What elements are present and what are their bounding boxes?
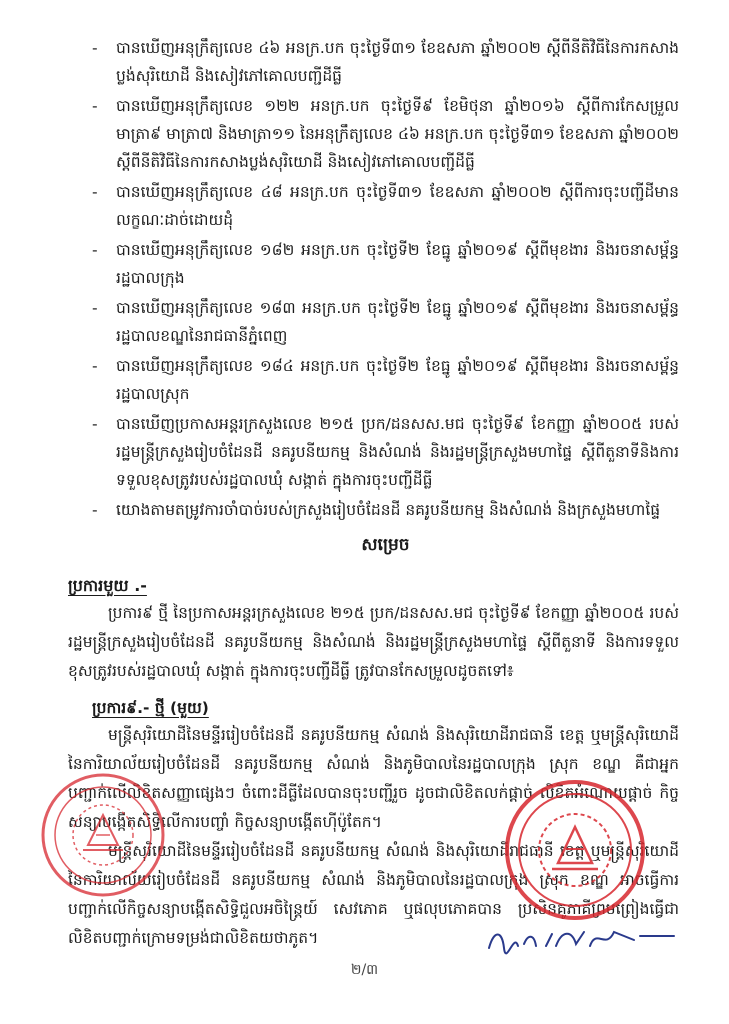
- dash-bullet-icon: -: [92, 299, 98, 317]
- dash-bullet-icon: -: [92, 501, 98, 519]
- article-nine-paragraph-1: មន្ត្រីសុរិយោដីនៃមន្ទីររៀបចំដែនដី នគរូបនីយកម្ម សំណង់ និងសុរិយោដីរាជធានី ខេត្ត ឬមន្ត្រីសុរិយោដីនៃការិយាល័យរៀបចំដែនដី នគរូបនីយកម្ម សំណង់ និងភូមិបាលនៃរដ្ឋបាលក្រុង ស្រុក ខណ្ឌ គឺជាអ្នកបញ្ជាក់លើលិខិតសញ្ញាផ្សេងៗ ចំពោះដីធ្លីដែលបានចុះបញ្ជីរួច ដូចជាលិខិតលក់ផ្ដាច់ លិខិតអំណោយផ្ដាច់ កិច្ចសន្យាបង្កើតសិទ្ធិលើការបញ្ចាំ កិច្ចសន្យាបង្កើតហ៊ីប៉ូតែក។: [68, 726, 679, 831]
- article-nine-paragraph-2: មន្ត្រីសុរិយោដីនៃមន្ទីររៀបចំដែនដី នគរូបនីយកម្ម សំណង់ និងសុរិយោដីរាជធានី ខេត្ត ឬមន្ត្រីសុរិយោដីនៃការិយាល័យរៀបចំដែនដី នគរូបនីយកម្ម សំណង់ និងភូមិបាលនៃរដ្ឋបាលក្រុង ស្រុក ខណ្ឌ អាចធ្វើការបញ្ជាក់លើកិច្ចសន្យាបង្កើតសិទ្ធិជួលអចិន្ត្រៃយ៍ សេវភោគ ឬផលុបភោគបាន ប្រសិនគូភាគីព្រមព្រៀងធ្វើជាលិខិតបញ្ជាក់ក្រោមទម្រង់ជាលិខិតយថាភូត។: [68, 842, 679, 947]
- official-seal-left-icon: [38, 770, 168, 900]
- preamble-item: - បានឃើញអនុក្រឹត្យលេខ ៤៦ អនក្រ.បក ចុះថ្ងៃទី៣១ ខែឧសភា ឆ្នាំ២០០២ ស្ដីពីនីតិវិធីនៃការកសាងប្លង់សុរិយោដី និងសៀវភៅគោលបញ្ជីដីធ្លី: [92, 34, 679, 90]
- preamble-item: - បានឃើញអនុក្រឹត្យលេខ ៤៨ អនក្រ.បក ចុះថ្ងៃទី៣១ ខែឧសភា ឆ្នាំ២០០២ ស្ដីពីការចុះបញ្ជីដីមានលក្ខណៈដាច់ដោយដុំ: [92, 178, 679, 234]
- article-one: [68, 567, 679, 686]
- preamble-item: - បានឃើញប្រកាសអន្តរក្រសួងលេខ ២១៥ ប្រក/ដនសស.មជ ចុះថ្ងៃទី៩ ខែកញ្ញា ឆ្នាំ២០០៥ របស់រដ្ឋមន្ត្រីក្រសួងរៀបចំដែនដី នគរូបនីយកម្ម និងសំណង់ និងរដ្ឋមន្ត្រីក្រសួងមហាផ្ទៃ ស្ដីពីតួនាទីនិងការទទួលខុសត្រូវរបស់រដ្ឋបាលឃុំ សង្កាត់ ក្នុងការចុះបញ្ជីដីធ្លី: [92, 410, 679, 494]
- dash-bullet-icon: -: [92, 97, 98, 115]
- preamble-item: - បានឃើញអនុក្រឹត្យលេខ ១៨៣ អនក្រ.បក ចុះថ្ងៃទី២ ខែធ្នូ ឆ្នាំ២០១៩ ស្ដីពីមុខងារ និងរចនាសម្ព័ន្ធរដ្ឋបាលខណ្ឌនៃរាជធានីភ្នំពេញ: [92, 294, 679, 350]
- signature-icon: [484, 920, 684, 960]
- dash-bullet-icon: -: [92, 183, 98, 201]
- page-number: ២/៣: [350, 962, 379, 978]
- decision-heading: សម្រេច: [361, 535, 410, 555]
- official-seal-right-icon: [500, 775, 650, 925]
- dash-bullet-icon: -: [92, 241, 98, 259]
- article-one-text: ប្រការ៩ ថ្មី នៃប្រកាសអន្តរក្រសួងលេខ ២១៥ ប្រក/ដនសស.មជ ចុះថ្ងៃទី៩ ខែកញ្ញា ឆ្នាំ២០០៥ របស់រដ្ឋមន្ត្រីក្រសួងរៀបចំដែនដី នគរូបនីយកម្ម និងសំណង់ និងរដ្ឋមន្ត្រីក្រសួងមហាផ្ទៃ ស្ដីពីតួនាទី និងការទទួលខុសត្រូវរបស់រដ្ឋបាលឃុំ សង្កាត់ ក្នុងការចុះបញ្ជីដីធ្លី ត្រូវបានកែសម្រួលដូចតទៅ៖: [68, 604, 679, 680]
- article-one-label: ប្រការមួយ .-: [68, 576, 147, 595]
- preamble-item: - បានឃើញអនុក្រឹត្យលេខ ១៨៤ អនក្រ.បក ចុះថ្ងៃទី២ ខែធ្នូ ឆ្នាំ២០១៩ ស្ដីពីមុខងារ និងរចនាសម្ព័ន្ធរដ្ឋបាលស្រុក: [92, 352, 679, 408]
- dash-bullet-icon: -: [92, 39, 98, 57]
- preamble-item: - បានឃើញអនុក្រឹត្យលេខ ១២២ អនក្រ.បក ចុះថ្ងៃទី៩ ខែមិថុនា ឆ្នាំ២០១៦ ស្ដីពីការកែសម្រួលមាត្រា៩ មាត្រា៧ និងមាត្រា១១ នៃអនុក្រឹត្យលេខ ៤៦ អនក្រ.បក ចុះថ្ងៃទី៣១ ខែឧសភា ឆ្នាំ២០០២ ស្ដីពីនីតិវិធីនៃការកសាងប្លង់សុរិយោដី និងសៀវភៅគោលបញ្ជីដីធ្លី: [92, 92, 679, 176]
- preamble-item: - យោងតាមតម្រូវការចាំបាច់របស់ក្រសួងរៀបចំដែនដី នគរូបនីយកម្ម និងសំណង់ និងក្រសួងមហាផ្ទៃ: [92, 496, 679, 524]
- dash-bullet-icon: -: [92, 357, 98, 375]
- dash-bullet-icon: -: [92, 415, 98, 433]
- preamble-list: [92, 34, 679, 524]
- preamble-item: - បានឃើញអនុក្រឹត្យលេខ ១៨២ អនក្រ.បក ចុះថ្ងៃទី២ ខែធ្នូ ឆ្នាំ២០១៩ ស្ដីពីមុខងារ និងរចនាសម្ព័ន្ធរដ្ឋបាលក្រុង: [92, 236, 679, 292]
- article-nine-label: ប្រការ៩.- ថ្មី (មួយ): [92, 699, 209, 717]
